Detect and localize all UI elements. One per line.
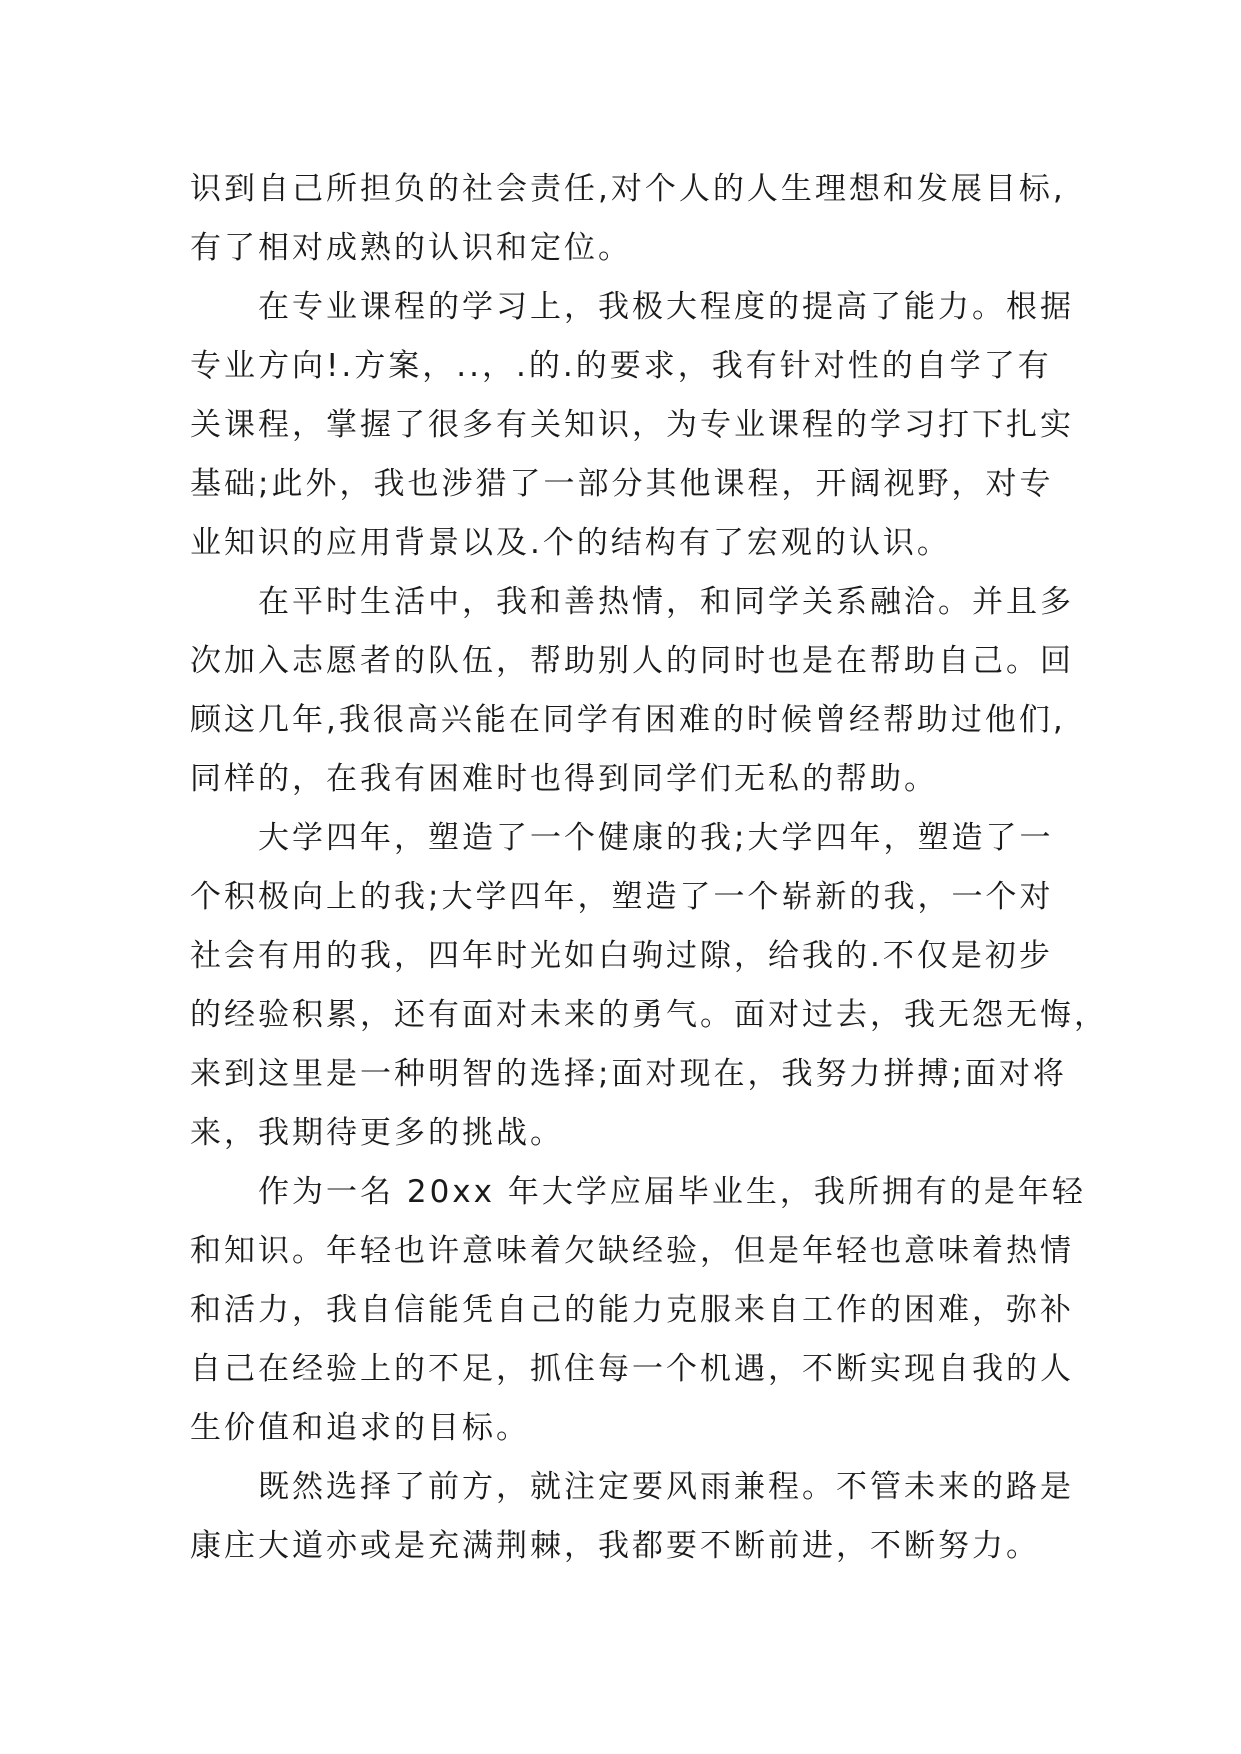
text-line: 的经验积累，还有面对未来的勇气。面对过去，我无怨无悔， [190,997,1108,1033]
text-line: 生价值和追求的目标。 [190,1410,530,1446]
text-line: 识到自己所担负的社会责任,对个人的人生理想和发展目标, [190,171,1066,207]
text-line: 次加入志愿者的队伍，帮助别人的同时也是在帮助自己。回 [190,643,1074,679]
paragraph-first-line: 在专业课程的学习上，我极大程度的提高了能力。根据 [258,289,1074,325]
text-line: 来到这里是一种明智的选择;面对现在，我努力拼搏;面对将 [190,1056,1067,1092]
paragraph-first-line: 既然选择了前方，就注定要风雨兼程。不管未来的路是 [258,1469,1074,1505]
text-line: 和活力，我自信能凭自己的能力克服来自工作的困难，弥补 [190,1292,1074,1328]
text-line: 同样的，在我有困难时也得到同学们无私的帮助。 [190,761,938,797]
text-line: 来，我期待更多的挑战。 [190,1115,564,1151]
paragraph-first-line: 在平时生活中，我和善热情，和同学关系融洽。并且多 [258,584,1074,620]
text-line: 社会有用的我，四年时光如白驹过隙，给我的.不仅是初步 [190,938,1053,974]
body-text [190,160,1108,1576]
paragraph-first-line: 作为一名 20xx 年大学应届毕业生，我所拥有的是年轻 [258,1174,1086,1210]
text-line: 个积极向上的我;大学四年，塑造了一个崭新的我，一个对 [190,879,1054,915]
text-line: 和知识。年轻也许意味着欠缺经验，但是年轻也意味着热情 [190,1233,1074,1269]
text-line: 专业方向!.方案，..，.的.的要求，我有针对性的自学了有 [190,348,1052,384]
text-line: 有了相对成熟的认识和定位。 [190,230,632,266]
text-line: 业知识的应用背景以及.个的结构有了宏观的认识。 [190,525,951,561]
text-line: 康庄大道亦或是充满荆棘，我都要不断前进，不断努力。 [190,1528,1040,1564]
text-line: 顾这几年,我很高兴能在同学有困难的时候曾经帮助过他们, [190,702,1066,738]
text-line: 基础;此外，我也涉猎了一部分其他课程，开阔视野，对专 [190,466,1054,502]
text-line: 自己在经验上的不足，抓住每一个机遇，不断实现自我的人 [190,1351,1074,1387]
text-line: 关课程，掌握了很多有关知识，为专业课程的学习打下扎实 [190,407,1074,443]
paragraph-first-line: 大学四年，塑造了一个健康的我;大学四年，塑造了一 [258,820,1054,856]
